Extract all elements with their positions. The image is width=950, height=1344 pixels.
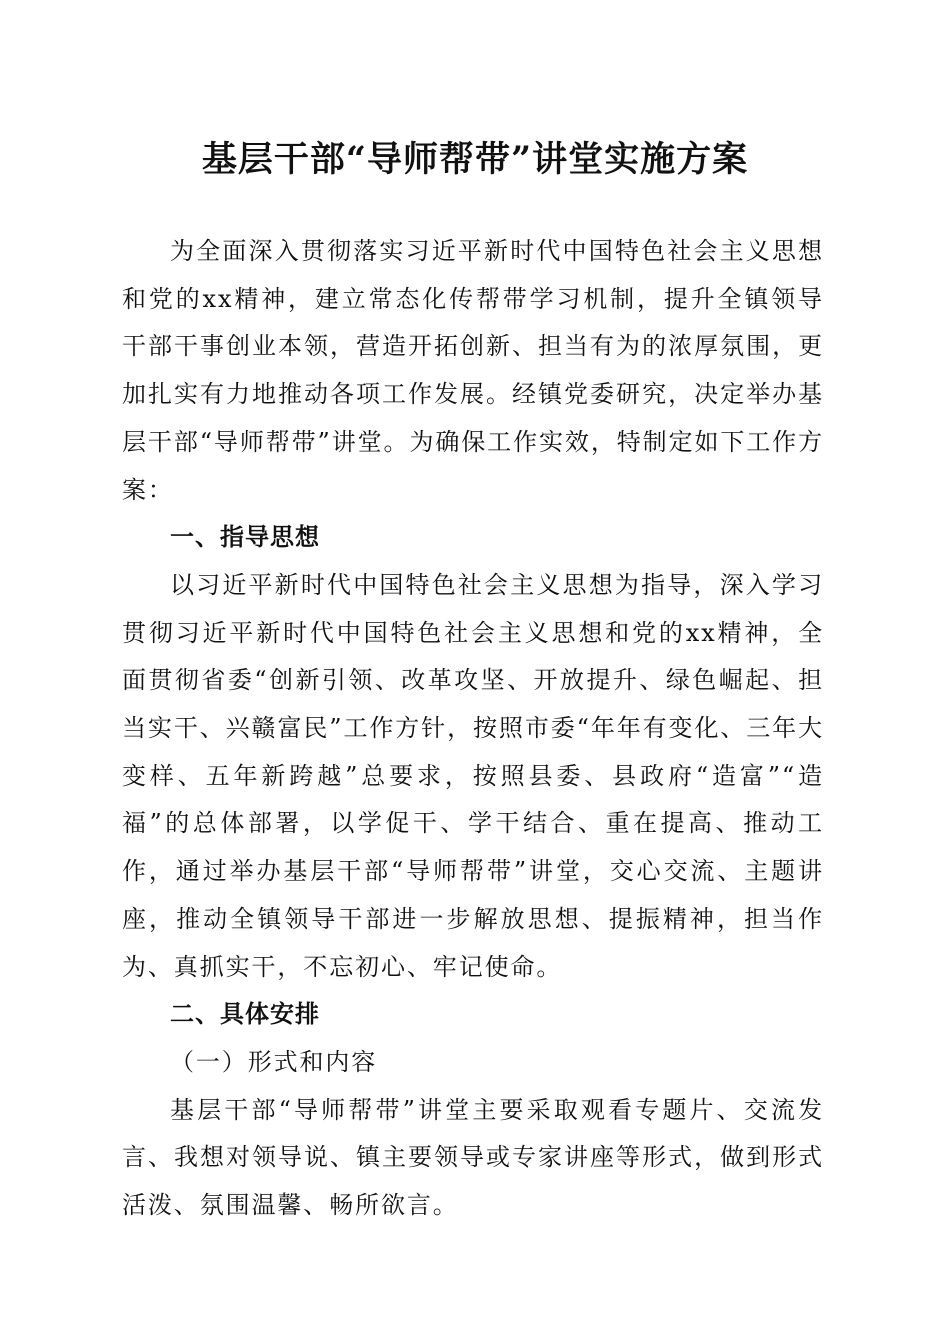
form-and-content-paragraph: 基层干部“导师帮带”讲堂主要采取观看专题片、交流发言、我想对领导说、镇主要领导或专家讲座等形式，做到形式活泼、氛围温馨、畅所欲言。 [122,1095,824,1220]
page-title: 基层干部“导师帮带”讲堂实施方案 [201,139,749,180]
document-body [122,228,824,1230]
section-heading-specific-arrangements: 二、具体安排 [170,1000,320,1029]
guiding-ideology-paragraph: 以习近平新时代中国特色社会主义思想为指导，深入学习贯彻习近平新时代中国特色社会主义思想和党的xx精神，全面贯彻省委“创新引领、改革攻坚、开放提升、绿色崛起、担当实干、兴赣富民”工作方针，按照市委“年年有变化、三年大变样、五年新跨越”总要求，按照县委、县政府“造富”“造福”的总体部署，以学促干、学干结合、重在提高、推动工作，通过举办基层干部“导师帮带”讲堂，交心交流、主题讲座，推动全镇领导干部进一步解放思想、提振精神，担当作为、真抓实干，不忘初心、牢记使命。 [122,570,824,981]
section-heading-guiding-ideology: 一、指导思想 [170,523,320,552]
intro-paragraph: 为全面深入贯彻落实习近平新时代中国特色社会主义思想和党的xx精神，建立常态化传帮带学习机制，提升全镇领导干部干事创业本领，营造开拓创新、担当有为的浓厚氛围，更加扎实有力地推动各项工作发展。经镇党委研究，决定举办基层干部“导师帮带”讲堂。为确保工作实效，特制定如下工作方案： [122,237,824,504]
subsection-heading-form-and-content: （一）形式和内容 [170,1047,378,1076]
